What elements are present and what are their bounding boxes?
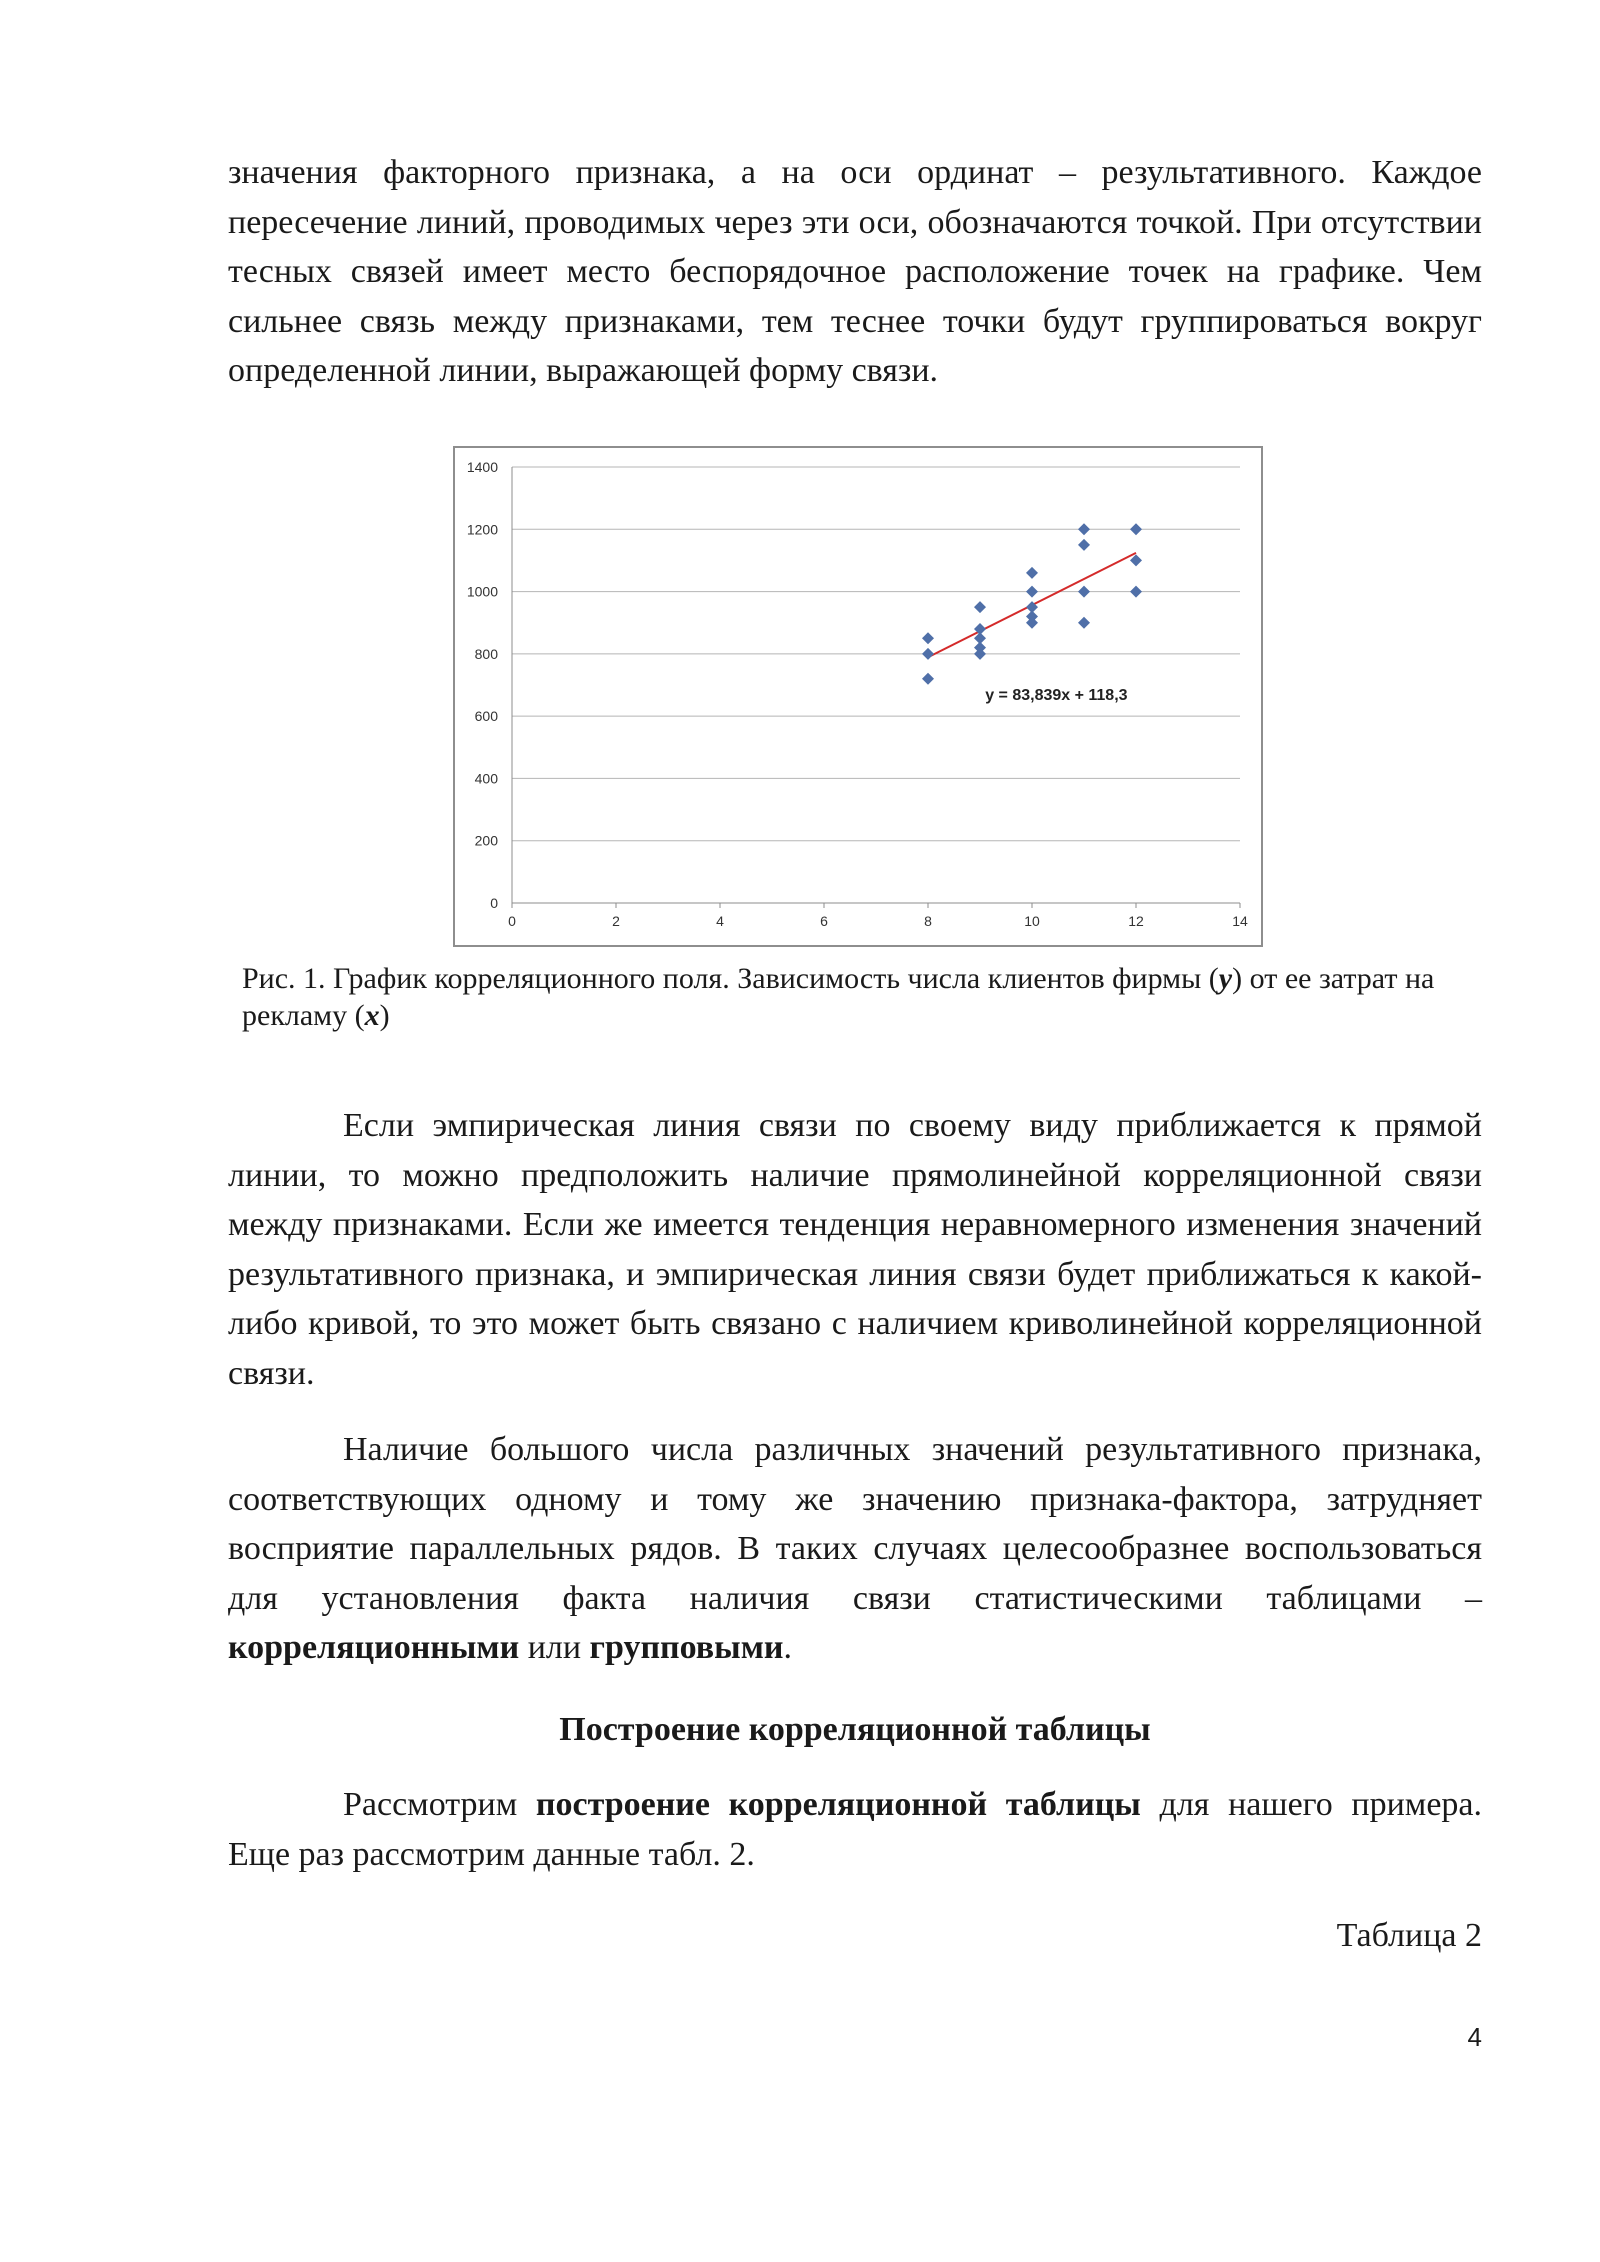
y-tick-label-200: 200: [474, 832, 498, 849]
correlation-chart: [453, 446, 1263, 947]
x-tick-label-0: 0: [508, 913, 516, 929]
figure-caption: [242, 960, 1442, 1034]
trendline-equation: y = 83,839x + 118,3: [985, 686, 1128, 704]
data-point-3: [974, 601, 986, 613]
data-point-2: [922, 673, 934, 685]
y-tick-label-400: 400: [474, 770, 498, 787]
data-point-18: [1130, 554, 1142, 566]
page-number: 4: [1467, 2022, 1482, 2052]
x-tick-label-10: 10: [1024, 913, 1040, 929]
y-tick-label-1200: 1200: [466, 521, 498, 538]
data-point-0: [922, 632, 934, 644]
caption-y-var: y: [1218, 962, 1233, 995]
y-tick-label-0: 0: [490, 895, 498, 911]
data-point-17: [1130, 523, 1142, 535]
data-point-9: [1026, 586, 1038, 598]
data-point-16: [1078, 617, 1090, 629]
data-point-1: [922, 648, 934, 660]
paragraph-top: значения факторного признака, а на оси ординат – результативного. Каждое пересечение линий, проводимых через эти оси, обозначаются точкой. При отсутствии тесных связей имеет место беспорядочное расположение точек на графике. Чем сильнее связь между признаками, тем теснее точки будут группироваться вокруг определенной линии, выражающей форму связи.: [228, 154, 1482, 389]
table-label: Таблица 2: [1336, 1917, 1482, 1954]
data-point-7: [974, 648, 986, 660]
x-tick-label-4: 4: [716, 913, 724, 929]
x-tick-label-14: 14: [1232, 913, 1248, 929]
chart-svg: [455, 448, 1261, 945]
paragraph-4-start: Рассмотрим: [343, 1786, 536, 1823]
paragraph-3-bold1: корреляционными: [228, 1629, 520, 1666]
x-tick-label-2: 2: [612, 913, 620, 929]
paragraph-3-bold2: групповыми: [589, 1629, 784, 1666]
data-point-13: [1078, 523, 1090, 535]
x-tick-label-6: 6: [820, 913, 828, 929]
y-tick-label-600: 600: [474, 708, 498, 725]
paragraph-3-text: Наличие большого числа различных значений результативного признака, соответствующих одному и тому же значению признака-фактора, затрудняет восприятие параллельных рядов. В таких случаях целесообразнее воспользоваться для установления факта наличия связи статистическими таблицами –: [228, 1431, 1482, 1617]
data-point-14: [1078, 539, 1090, 551]
paragraph-4-bold: построение корреляционной таблицы: [535, 1786, 1141, 1823]
data-point-19: [1130, 586, 1142, 598]
paragraph-2: Если эмпирическая линия связи по своему виду приближается к прямой линии, то можно предположить наличие прямолинейной корреляционной связи между признаками. Если же имеется тенденция неравномерного изменения значений результативного признака, и эмпирическая линия связи будет приближаться к какой-либо кривой, то это может быть связано с наличием криволинейной корреляционной связи.: [228, 1107, 1482, 1392]
x-tick-label-12: 12: [1128, 913, 1144, 929]
paragraph-3: [228, 1425, 1482, 1673]
caption-part1: Рис. 1. График корреляционного поля. Зависимость числа клиентов фирмы (: [242, 962, 1219, 995]
caption-x-var: x: [364, 999, 380, 1032]
data-point-12: [1026, 617, 1038, 629]
caption-part2: ) от ее затрат на рекламу (: [242, 962, 1435, 1032]
caption-part3: ): [379, 999, 390, 1032]
paragraph-4-end: для нашего примера. Еще раз рассмотрим данные табл. 2.: [228, 1786, 1483, 1873]
paragraph-3-mid: или: [519, 1629, 590, 1666]
y-tick-label-1000: 1000: [466, 583, 498, 600]
paragraph-3-end: .: [783, 1629, 792, 1666]
y-tick-label-800: 800: [474, 645, 498, 662]
paragraph-4: [228, 1780, 1482, 1879]
data-point-15: [1078, 586, 1090, 598]
x-tick-label-8: 8: [924, 913, 932, 929]
y-tick-label-1400: 1400: [466, 459, 498, 475]
section-heading: Построение корреляционной таблицы: [559, 1711, 1151, 1748]
data-point-8: [1026, 567, 1038, 579]
